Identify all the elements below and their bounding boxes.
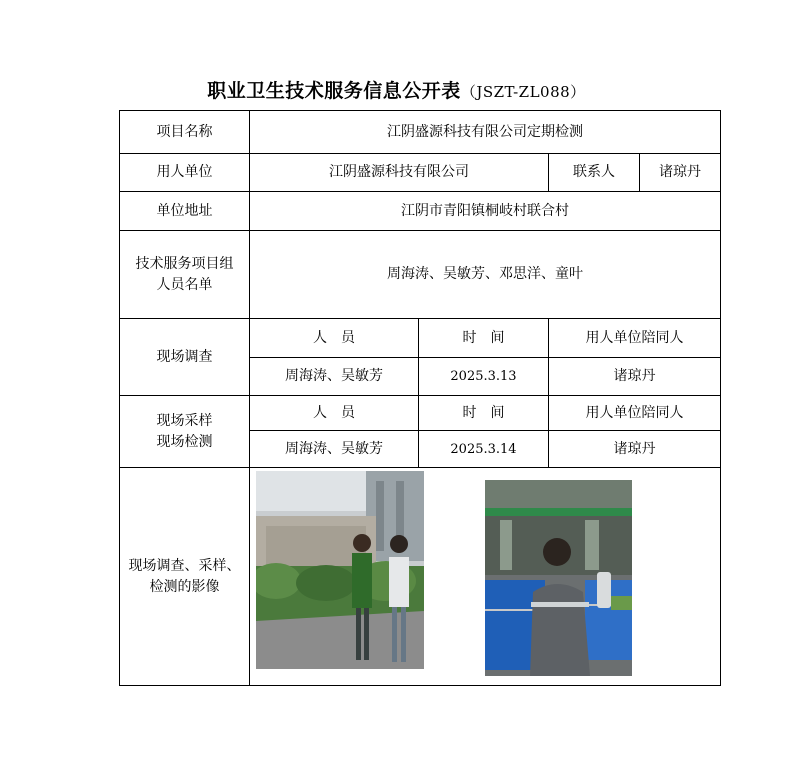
- sampling-label: 现场采样现场检测: [120, 396, 250, 468]
- sampling-people: 周海涛、吴敏芳: [250, 431, 419, 468]
- survey-label: 现场调查: [120, 319, 250, 396]
- survey-col-escort: 用人单位陪同人: [549, 319, 721, 358]
- project-value: 江阴盛源科技有限公司定期检测: [250, 111, 721, 154]
- sampling-col-people: 人 员: [250, 396, 419, 431]
- photo-area: [250, 472, 720, 682]
- employer-label: 用人单位: [120, 154, 250, 192]
- survey-col-people: 人 员: [250, 319, 419, 358]
- address-value: 江阴市青阳镇桐岐村联合村: [250, 192, 721, 231]
- row-team: [120, 231, 721, 319]
- info-table: [119, 110, 721, 686]
- row-project: [120, 111, 721, 154]
- site-photo-survey: [256, 471, 424, 669]
- sampling-time: 2025.3.14: [419, 431, 549, 468]
- survey-col-time: 时 间: [419, 319, 549, 358]
- sampling-col-time: 时 间: [419, 396, 549, 431]
- row-survey-header: [120, 319, 721, 358]
- address-label: 单位地址: [120, 192, 250, 231]
- row-address: [120, 192, 721, 231]
- survey-people: 周海涛、吴敏芳: [250, 358, 419, 396]
- survey-time: 2025.3.13: [419, 358, 549, 396]
- site-photo-sampling: [485, 480, 632, 676]
- contact-value: 诸琼丹: [640, 154, 721, 192]
- sampling-col-escort: 用人单位陪同人: [549, 396, 721, 431]
- contact-label: 联系人: [549, 154, 640, 192]
- survey-escort: 诸琼丹: [549, 358, 721, 396]
- row-employer: [120, 154, 721, 192]
- team-value: 周海涛、吴敏芳、邓思洋、童叶: [250, 231, 721, 319]
- title-code: （JSZT-ZL088）: [460, 83, 586, 101]
- sampling-escort: 诸琼丹: [549, 431, 721, 468]
- images-cell: [250, 468, 721, 686]
- team-label: 技术服务项目组人员名单: [120, 231, 250, 319]
- row-images: [120, 468, 721, 686]
- images-label: 现场调查、采样、检测的影像: [120, 468, 250, 686]
- project-label: 项目名称: [120, 111, 250, 154]
- title-text: 职业卫生技术服务信息公开表: [207, 80, 461, 102]
- row-sampling-header: [120, 396, 721, 431]
- employer-value: 江阴盛源科技有限公司: [250, 154, 549, 192]
- page-title: [0, 76, 793, 103]
